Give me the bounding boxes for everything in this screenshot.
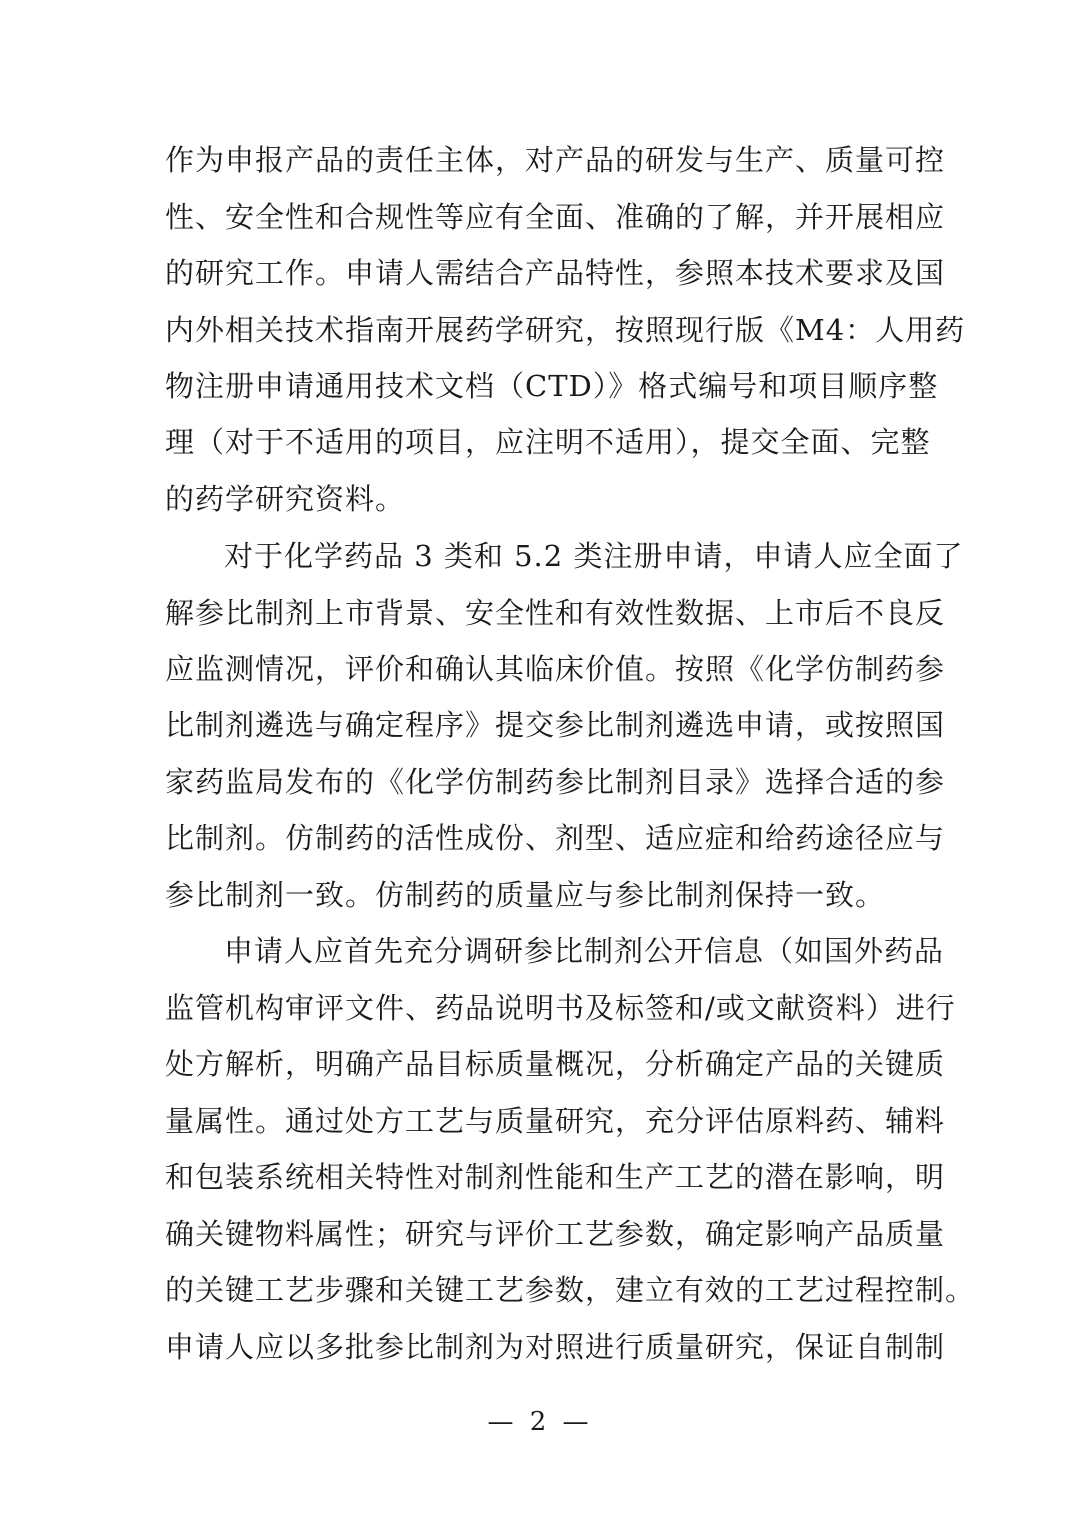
text-line: 处方解析，明确产品目标质量概况，分析确定产品的关键质	[165, 1047, 946, 1081]
text-line: 家药监局发布的《化学仿制药参比制剂目录》选择合适的参	[165, 765, 946, 799]
text-line: 量属性。通过处方工艺与质量研究，充分评估原料药、辅料	[165, 1104, 946, 1138]
text-line: 的药学研究资料。	[165, 482, 406, 516]
text-line: 申请人应以多批参比制剂为对照进行质量研究，保证自制制	[165, 1330, 946, 1364]
paragraph-first-line: 申请人应首先充分调研参比制剂公开信息（如国外药品	[224, 934, 945, 968]
text-line: 比制剂遴选与确定程序》提交参比制剂遴选申请，或按照国	[165, 708, 946, 742]
text-line: 作为申报产品的责任主体，对产品的研发与生产、质量可控	[165, 143, 946, 177]
text-line: 应监测情况，评价和确认其临床价值。按照《化学仿制药参	[165, 652, 946, 686]
text-line: 物注册申请通用技术文档（CTD）》格式编号和项目顺序整	[165, 369, 939, 403]
text-line: 的研究工作。申请人需结合产品特性，参照本技术要求及国	[165, 256, 946, 290]
text-line: 比制剂。仿制药的活性成份、剂型、适应症和给药途径应与	[165, 821, 946, 855]
page-number: — 2 —	[487, 1407, 593, 1437]
text-line: 和包装系统相关特性对制剂性能和生产工艺的潜在影响，明	[165, 1160, 946, 1194]
text-line: 的关键工艺步骤和关键工艺参数，建立有效的工艺过程控制。	[165, 1273, 976, 1307]
text-line: 解参比制剂上市背景、安全性和有效性数据、上市后不良反	[165, 596, 946, 630]
text-line: 性、安全性和合规性等应有全面、准确的了解，并开展相应	[165, 200, 946, 234]
text-line: 内外相关技术指南开展药学研究，按照现行版《M4：人用药	[165, 313, 966, 347]
text-line: 监管机构审评文件、药品说明书及标签和/或文献资料）进行	[165, 991, 956, 1025]
text-line: 确关键物料属性；研究与评价工艺参数，确定影响产品质量	[165, 1217, 946, 1251]
paragraph-first-line: 对于化学药品 3 类和 5.2 类注册申请，申请人应全面了	[224, 539, 964, 573]
text-line: 参比制剂一致。仿制药的质量应与参比制剂保持一致。	[165, 878, 886, 912]
text-line: 理（对于不适用的项目，应注明不适用），提交全面、完整	[165, 425, 931, 459]
